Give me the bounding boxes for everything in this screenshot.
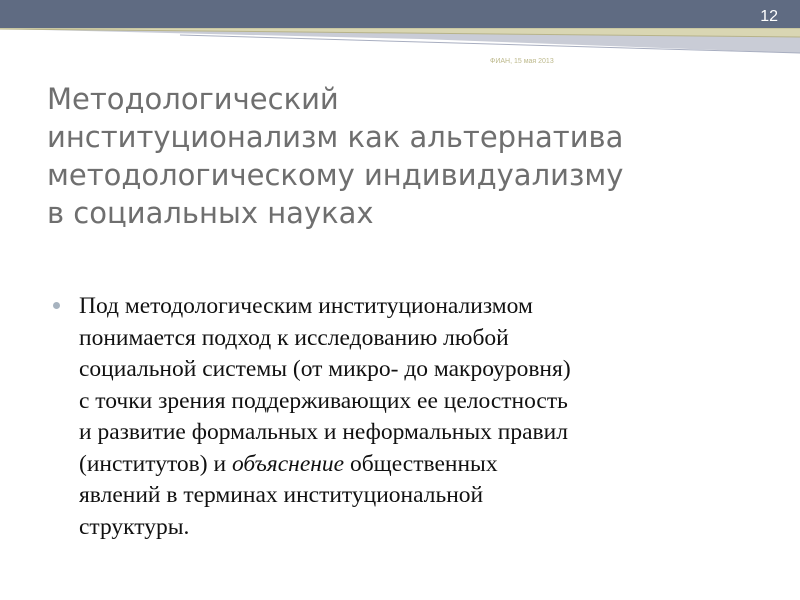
body-line-6-start: (институтов) и xyxy=(79,450,232,477)
body-line-6 xyxy=(79,449,779,481)
emphasis-explanation: объяснение xyxy=(231,450,345,477)
title-line-2: институционализм как альтернатива xyxy=(47,120,624,154)
slide-number: 12 xyxy=(760,8,778,25)
date-footer: ФИАН, 15 мая 2013 xyxy=(490,58,554,65)
bullet-text xyxy=(79,291,779,543)
title-line-1: Методологический xyxy=(47,82,339,116)
slide-title xyxy=(47,80,767,232)
title-line-4: в социальных науках xyxy=(47,196,374,230)
bullet-dot-icon xyxy=(53,302,60,309)
body-line-3: социальной системы (от микро- до макроуровня) xyxy=(79,356,571,382)
body-line-1: Под методологическим институционализмом xyxy=(79,293,533,319)
body-line-7: явлений в терминах институциональной xyxy=(79,482,484,508)
body-line-4: с точки зрения поддерживающих ее целостность xyxy=(79,387,568,414)
body-line-6-end: общественных xyxy=(344,450,498,477)
body-line-2: понимается подход к исследованию любой xyxy=(79,324,509,351)
header-bar xyxy=(0,0,800,28)
title-line-3: методологическому индивидуализму xyxy=(47,158,624,192)
header-wedge-decoration xyxy=(0,29,800,62)
body-line-8: структуры. xyxy=(79,513,190,540)
body-line-5: и развитие формальных и неформальных правил xyxy=(79,419,568,445)
